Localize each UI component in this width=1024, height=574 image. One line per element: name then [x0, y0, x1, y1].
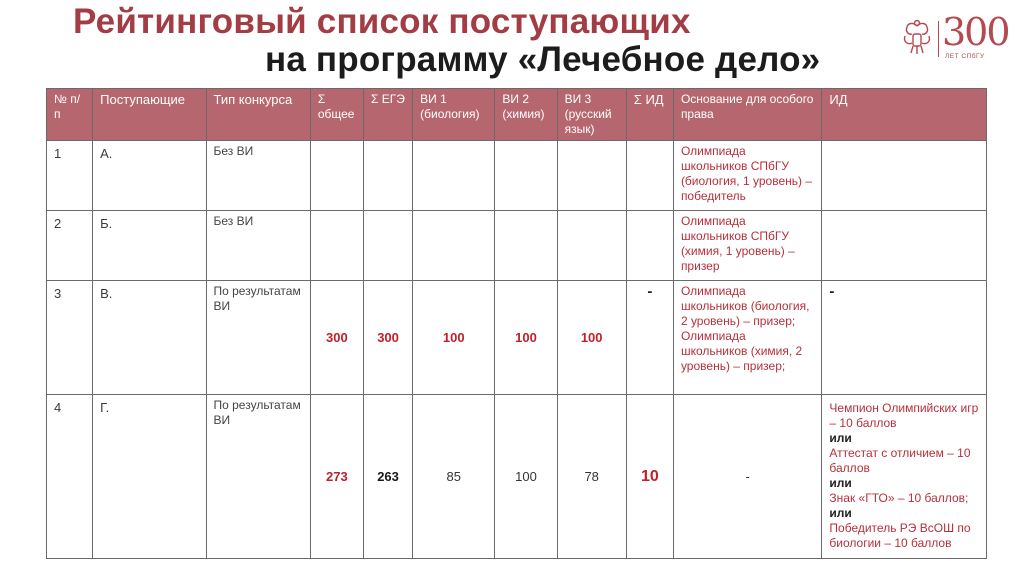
vi2-score — [495, 211, 557, 281]
row-number: 4 — [47, 395, 93, 559]
vi2-score — [495, 281, 557, 395]
applicant-name: А. — [93, 141, 206, 211]
vi3-score-value: 78 — [584, 468, 599, 484]
special-right-basis: Олимпиада школьников СПбГУ (химия, 1 уровень) – призер — [673, 211, 821, 281]
id-item-or: или — [829, 431, 852, 445]
id-item: Знак «ГТО» – 10 баллов; — [829, 491, 969, 505]
double-headed-eagle-icon — [900, 18, 934, 58]
logo-separator — [938, 21, 939, 57]
total-score — [310, 395, 363, 559]
table-row — [47, 281, 987, 395]
id-item: Чемпион Олимпийских игр – 10 баллов — [829, 401, 979, 430]
id-item: Победитель РЭ ВсОШ по биологии – 10 баллов — [829, 521, 971, 550]
vi2-score-value: 100 — [515, 468, 537, 484]
table-row — [47, 211, 987, 281]
header-id-sum: Σ ИД — [626, 89, 673, 141]
vi3-score — [557, 281, 626, 395]
individual-achievements — [822, 211, 987, 281]
id-sum-value: 10 — [640, 467, 659, 485]
vi1-score — [413, 211, 495, 281]
vi3-score-value: 100 — [580, 329, 603, 345]
competition-type: По результатам ВИ — [206, 281, 310, 395]
individual-achievements — [822, 395, 987, 559]
competition-type: Без ВИ — [206, 141, 310, 211]
vi3-score — [557, 211, 626, 281]
special-right-basis: Олимпиада школьников СПбГУ (биология, 1 уровень) – победитель — [673, 141, 821, 211]
logo-number: 300 — [942, 10, 1009, 54]
page-title-line2: на программу «Лечебное дело» — [265, 40, 821, 79]
id-item-or: или — [829, 476, 852, 490]
header-competition-type: Тип конкурса — [206, 89, 310, 141]
vi1-score — [413, 281, 495, 395]
vi1-score — [413, 395, 495, 559]
vi1-score — [413, 141, 495, 211]
total-score — [310, 211, 363, 281]
vi3-score — [557, 141, 626, 211]
total-score-value: 300 — [326, 329, 348, 345]
special-right-basis: Олимпиада школьников (биология, 2 уровень) – призер; Олимпиада школьников (химия, 2 уровень) – призер; — [673, 281, 821, 395]
total-score-value: 273 — [326, 468, 348, 484]
spbu-300-logo — [900, 10, 1010, 62]
id-sum-value: - — [647, 283, 653, 300]
ege-score — [363, 141, 412, 211]
table-row — [47, 395, 987, 559]
page-title-line1: Рейтинговый список поступающих — [73, 2, 691, 41]
vi1-score-value: 100 — [442, 329, 465, 345]
vi3-score — [557, 395, 626, 559]
header-ege: Σ ЕГЭ — [363, 89, 412, 141]
total-score — [310, 281, 363, 395]
total-score — [310, 141, 363, 211]
ege-score — [363, 395, 412, 559]
special-right-basis-value: - — [745, 468, 750, 484]
id-sum — [626, 211, 673, 281]
special-right-basis — [673, 395, 821, 559]
id-sum — [626, 395, 673, 559]
header-total: Σ общее — [310, 89, 363, 141]
row-number: 3 — [47, 281, 93, 395]
vi2-score — [495, 141, 557, 211]
rating-table — [46, 88, 987, 559]
individual-achievements — [822, 281, 987, 395]
id-item-or: или — [829, 506, 852, 520]
applicant-name: В. — [93, 281, 206, 395]
individual-achievements — [822, 141, 987, 211]
table-row — [47, 141, 987, 211]
header-number: № п/п — [47, 89, 93, 141]
header-vi2: ВИ 2 (химия) — [495, 89, 557, 141]
ege-score-value: 263 — [377, 468, 399, 484]
header-special-right-basis: Основание для особого права — [673, 89, 821, 141]
header-applicants: Поступающие — [93, 89, 206, 141]
row-number: 2 — [47, 211, 93, 281]
header-id: ИД — [822, 89, 987, 141]
competition-type: Без ВИ — [206, 211, 310, 281]
ege-score-value: 300 — [377, 329, 399, 345]
applicant-name: Б. — [93, 211, 206, 281]
header-vi1: ВИ 1 (биология) — [413, 89, 495, 141]
vi2-score-value: 100 — [515, 329, 537, 345]
id-sum — [626, 281, 673, 395]
header-vi3: ВИ 3 (русский язык) — [557, 89, 626, 141]
ege-score — [363, 211, 412, 281]
logo-caption: ЛЕТ СПбГУ — [945, 53, 985, 60]
competition-type: По результатам ВИ — [206, 395, 310, 559]
vi1-score-value: 85 — [446, 468, 461, 484]
id-item: Аттестат с отличием – 10 баллов — [829, 446, 971, 475]
individual-achievements-value: - — [829, 283, 835, 300]
table-header-row — [47, 89, 987, 141]
applicant-name: Г. — [93, 395, 206, 559]
row-number: 1 — [47, 141, 93, 211]
vi2-score — [495, 395, 557, 559]
ege-score — [363, 281, 412, 395]
id-sum — [626, 141, 673, 211]
